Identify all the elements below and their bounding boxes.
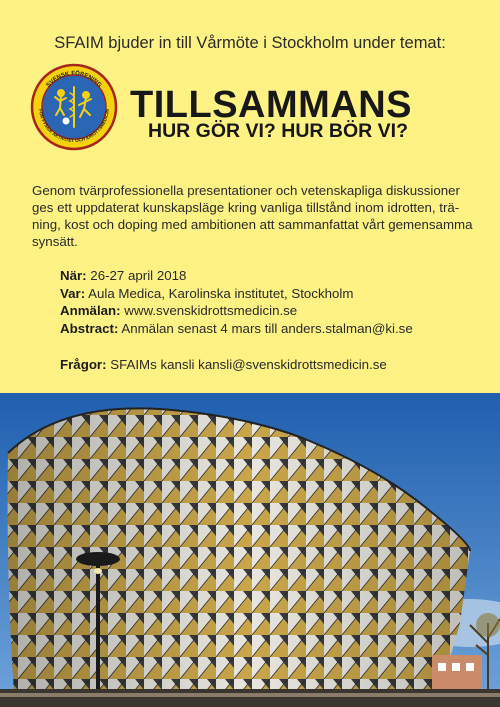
- abstract-label: Abstract:: [60, 320, 119, 336]
- sfaim-logo: [30, 63, 118, 151]
- register-link[interactable]: www.svenskidrottsmedicin.se: [120, 303, 298, 318]
- description-line: ning, kost och doping med ambitionen att sammanfattat vårt gemensamma: [32, 217, 473, 232]
- event-details: [60, 267, 413, 374]
- detail-when: [60, 267, 413, 285]
- questions-value: SFAIMs kansli kansli@svenskidrottsmedicin.se: [106, 357, 387, 372]
- when-value: 26-27 april 2018: [86, 268, 187, 283]
- logo-text-top: SVENSK FÖRENING: [45, 70, 103, 89]
- event-description: [32, 182, 472, 250]
- abstract-value: Anmälan senast 4 mars till anders.stalman@ki.se: [118, 320, 413, 336]
- aula-medica-photo: [0, 393, 500, 707]
- where-value: Aula Medica, Karolinska institutet, Stockholm: [85, 285, 354, 301]
- detail-questions: [60, 356, 413, 374]
- description-line: synsätt.: [32, 234, 78, 249]
- description-line: ges ett uppdaterat kunskapsläge kring vanliga tillstånd inom idrotten, trä-: [32, 200, 460, 215]
- questions-label: Frågor:: [60, 357, 107, 372]
- event-subtitle: HUR GÖR VI? HUR BÖR VI?: [148, 120, 409, 142]
- detail-abstract: [60, 320, 413, 338]
- when-label: När:: [60, 268, 87, 283]
- register-label: Anmälan:: [60, 303, 121, 318]
- where-label: Var:: [60, 285, 86, 301]
- intro-text: SFAIM bjuder in till Vårmöte i Stockholm under temat:: [54, 34, 446, 52]
- description-line: Genom tvärprofessionella presentationer och vetenskapliga diskussioner: [32, 183, 460, 198]
- logo-text-bottom: FÖR FYSISK AKTIVITET OCH IDROTTSMEDICIN: [38, 108, 110, 144]
- event-title: TILLSAMMANS: [130, 84, 413, 126]
- detail-register: [60, 302, 413, 320]
- detail-where: [60, 285, 413, 303]
